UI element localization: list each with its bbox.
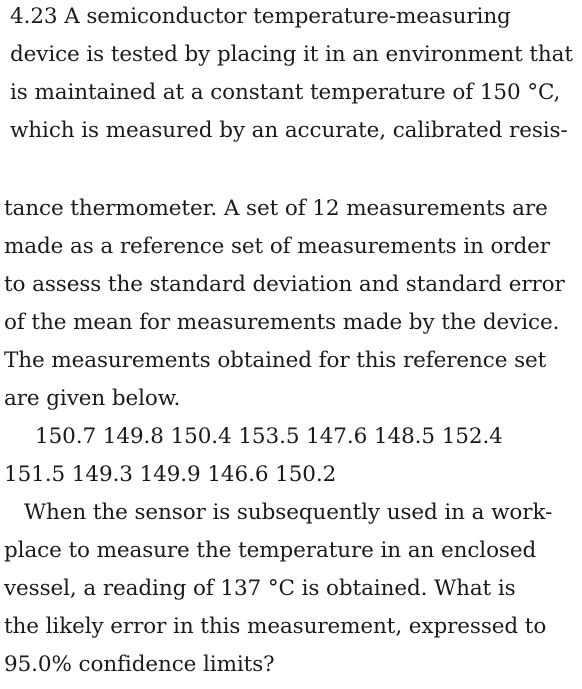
text-line: 4.23 A semiconductor temperature-measuring (10, 4, 511, 29)
text-line: are given below. (4, 386, 181, 411)
measurement-values: 150.7 149.8 150.4 153.5 147.6 148.5 152.4 (35, 424, 503, 449)
text-line: made as a reference set of measurements in order (4, 234, 550, 259)
measurement-values: 151.5 149.3 149.9 146.6 150.2 (4, 462, 337, 487)
text-line: When the sensor is subsequently used in a work- (24, 500, 553, 525)
text-line: to assess the standard deviation and standard error (4, 272, 565, 297)
text-line: tance thermometer. A set of 12 measurements are (4, 196, 548, 221)
text-line: is maintained at a constant temperature of 150 °C, (10, 80, 561, 105)
text-line: The measurements obtained for this reference set (4, 348, 547, 373)
text-line: the likely error in this measurement, expressed to (4, 614, 547, 639)
text-line: place to measure the temperature in an enclosed (4, 538, 537, 563)
text-line: vessel, a reading of 137 °C is obtained. What is (4, 576, 516, 601)
text-line: of the mean for measurements made by the device. (4, 310, 560, 335)
text-line: device is tested by placing it in an environment that (10, 42, 573, 67)
text-line: which is measured by an accurate, calibrated resis- (10, 118, 568, 143)
text-line: 95.0% confidence limits? (4, 652, 275, 677)
